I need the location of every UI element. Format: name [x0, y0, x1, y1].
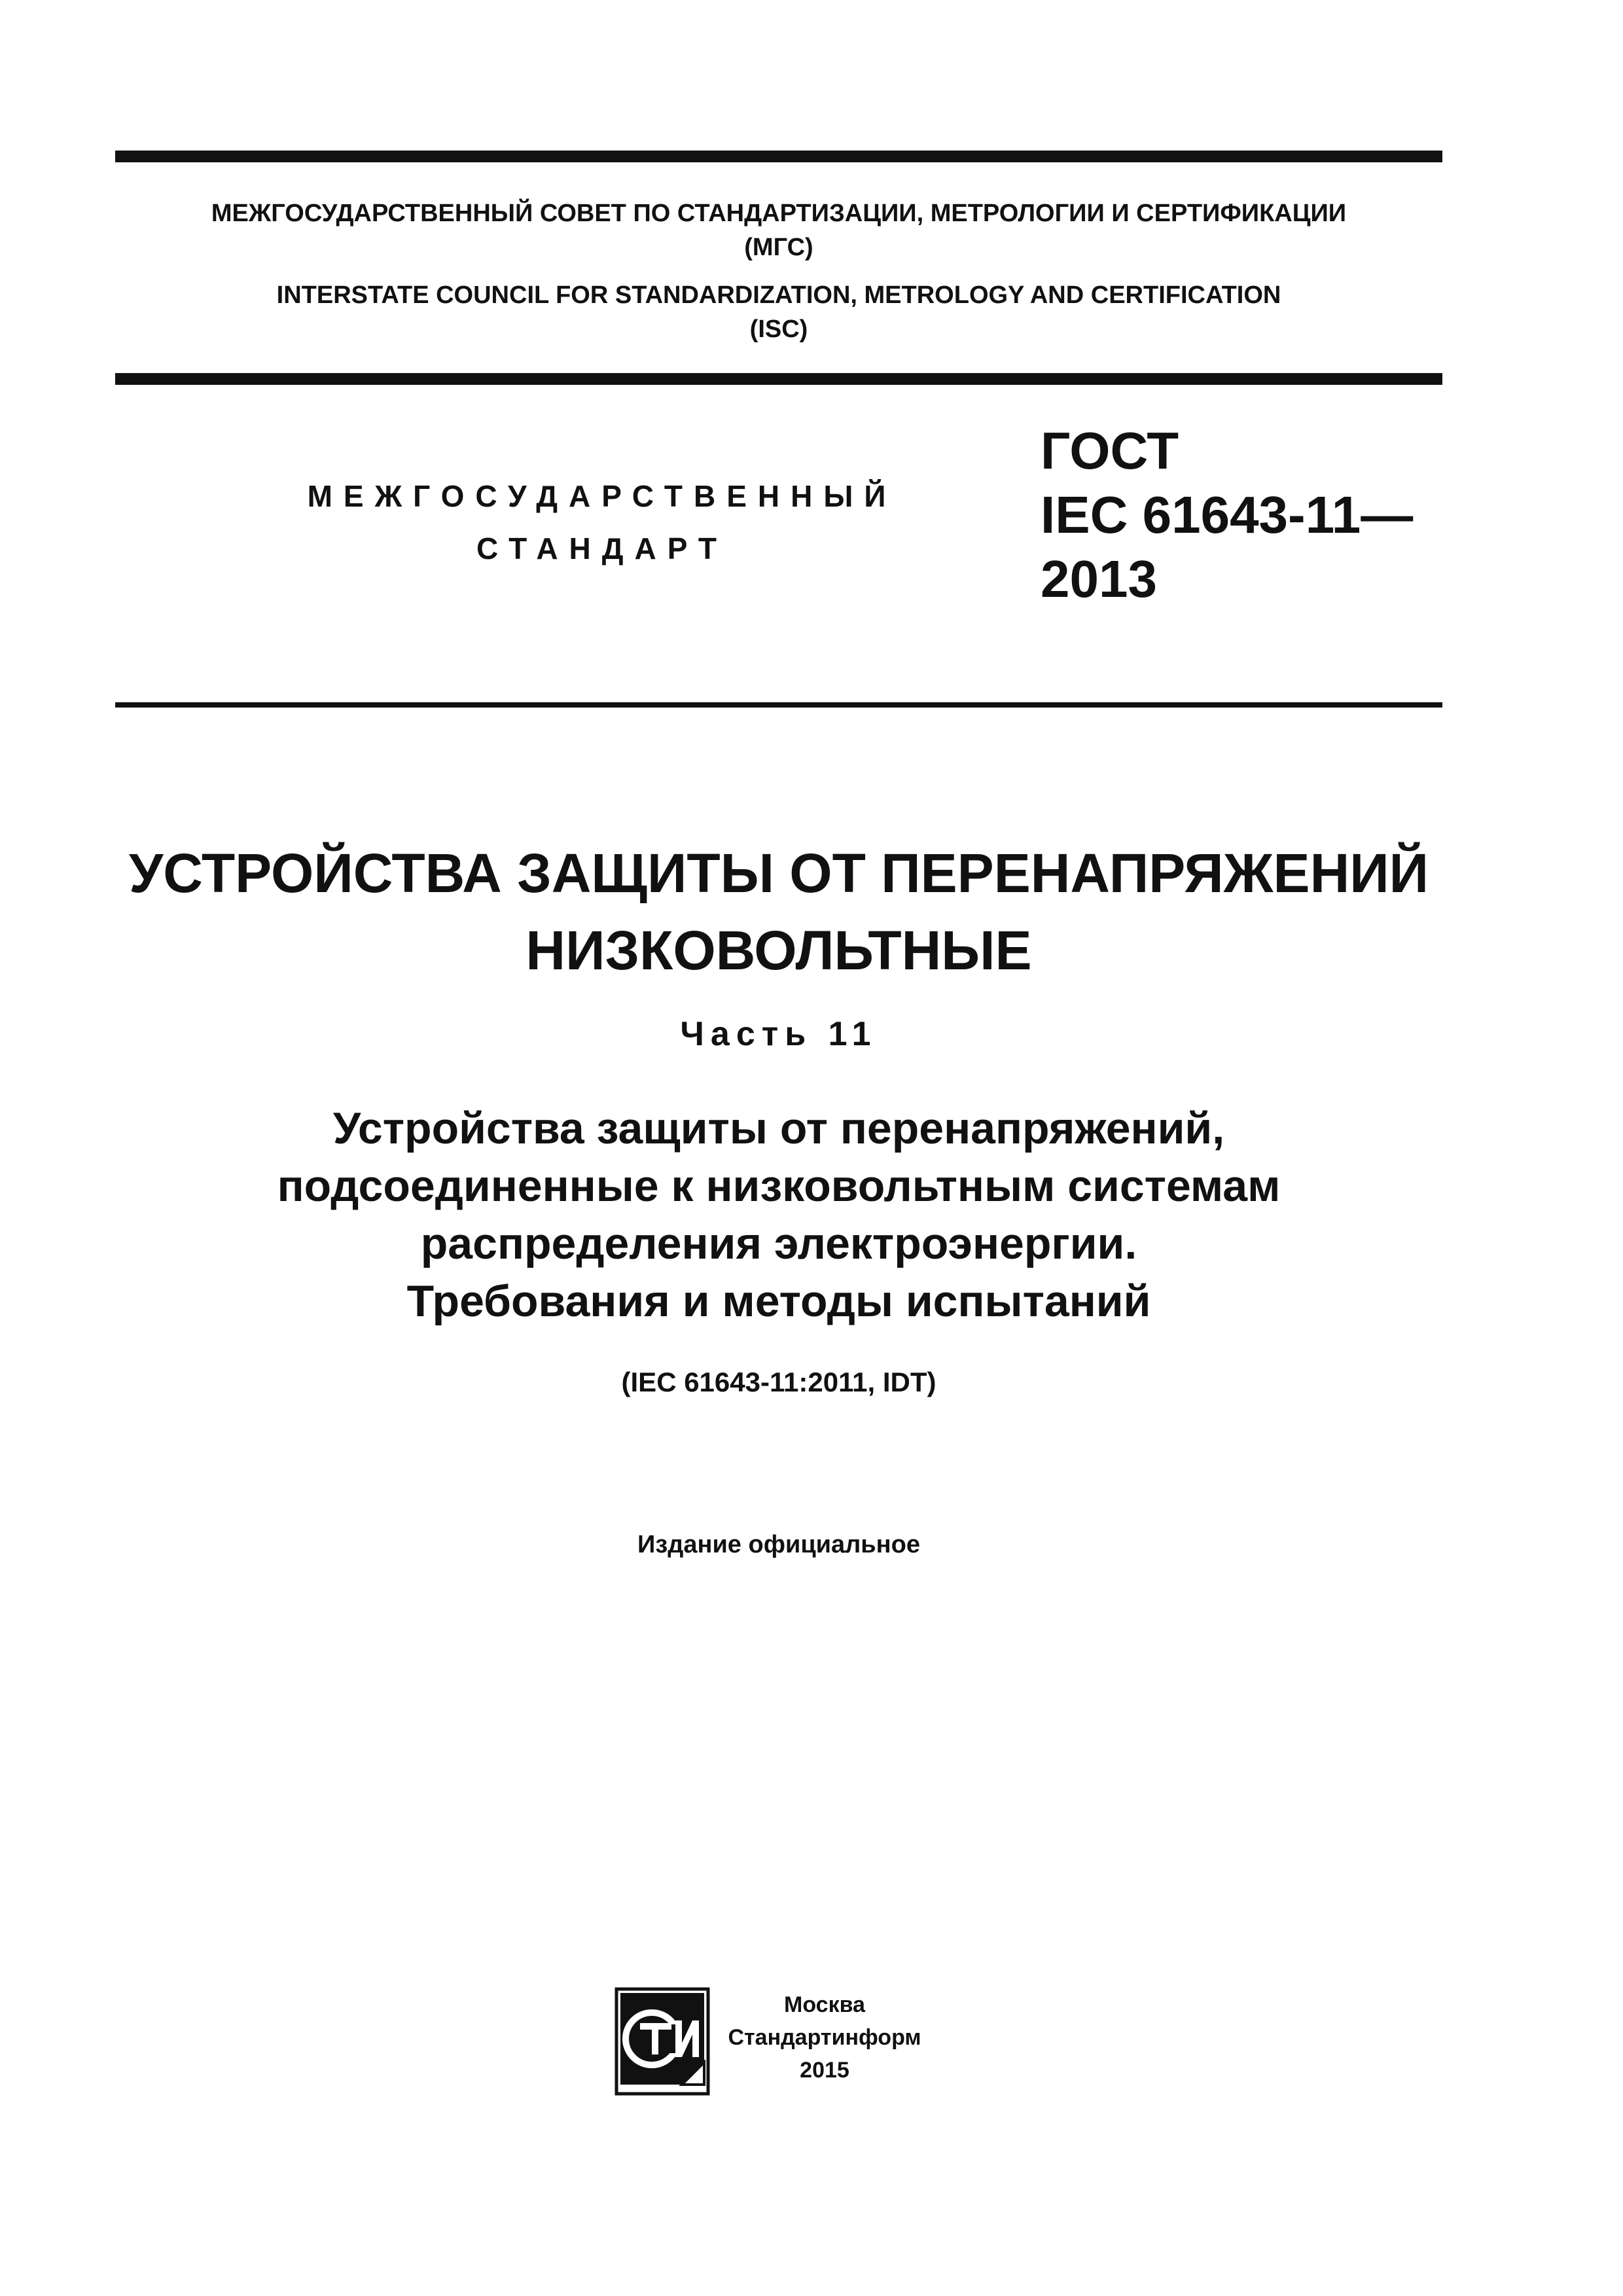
- document-title-line1: УСТРОЙСТВА ЗАЩИТЫ ОТ ПЕРЕНАПРЯЖЕНИЙ: [129, 842, 1429, 904]
- standard-kind-line2: СТАНДАРТ: [476, 531, 728, 565]
- standard-kind: [196, 470, 1008, 575]
- subtitle-line3: распределения электроэнергии.: [420, 1219, 1137, 1268]
- council-name-en-line: INTERSTATE COUNCIL FOR STANDARDIZATION, METROLOGY AND CERTIFICATION: [276, 281, 1281, 309]
- standard-designation: [1041, 419, 1413, 611]
- subtitle-line4: Требования и методы испытаний: [406, 1276, 1151, 1326]
- publisher-city: Москва: [784, 1992, 865, 2017]
- council-name-en: [115, 278, 1442, 346]
- logo-block: [620, 1993, 704, 2085]
- council-name-ru: [115, 196, 1442, 264]
- standartinform-logo-icon: [614, 1986, 711, 2096]
- council-abbr-ru: (МГС): [744, 234, 813, 261]
- edition-label: Издание официальное: [637, 1531, 920, 1558]
- council-name-ru-line: МЕЖГОСУДАРСТВЕННЫЙ СОВЕТ ПО СТАНДАРТИЗАЦИИ, МЕТРОЛОГИИ И СЕРТИФИКАЦИИ: [211, 200, 1347, 227]
- designation-divider: [115, 702, 1442, 708]
- document-title-line2: НИЗКОВОЛЬТНЫЕ: [526, 920, 1032, 981]
- publication-year: 2015: [800, 2058, 849, 2083]
- logo-letter-t-stem: [652, 2023, 658, 2054]
- part-label: Часть 11: [680, 1015, 878, 1053]
- publisher-info: [713, 1988, 936, 2087]
- subtitle-line2: подсоединенные к низковольтным системам: [277, 1161, 1281, 1211]
- iec-reference: (IEC 61643-11:2011, IDT): [621, 1367, 936, 1397]
- standard-kind-line1: МЕЖГОСУДАРСТВЕННЫЙ: [307, 479, 897, 513]
- publisher-name: Стандартинформ: [728, 2025, 921, 2050]
- document-title: [65, 834, 1492, 989]
- council-abbr-en: (ISC): [749, 315, 808, 343]
- subtitle-line1: Устройства защиты от перенапряжений,: [332, 1103, 1225, 1153]
- designation-line1: ГОСТ: [1041, 422, 1179, 480]
- logo-letter-i-right: [692, 2020, 699, 2057]
- header-divider: [115, 373, 1442, 385]
- designation-line2: IEC 61643-11—: [1041, 486, 1414, 544]
- top-divider: [115, 151, 1442, 162]
- designation-line3: 2013: [1041, 550, 1157, 608]
- document-subtitle: [65, 1100, 1492, 1330]
